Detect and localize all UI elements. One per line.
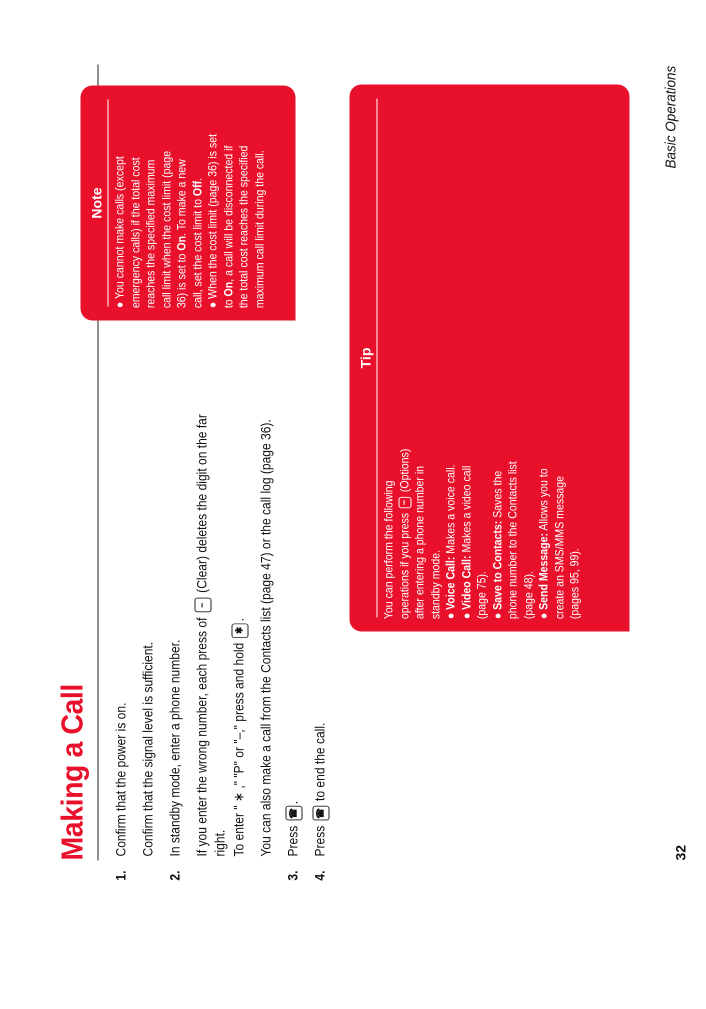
page-title: Making a Call — [54, 684, 89, 861]
end-key-icon: ☎ — [312, 806, 329, 821]
section-name: Basic Operations — [662, 65, 679, 169]
tip-line: standby mode. — [427, 549, 442, 620]
hold-text: To enter " ∗ ," "P" or "–," press and hold — [230, 642, 246, 857]
tip-line: (page 75). — [474, 571, 488, 620]
note-line: the total cost reaches the specified — [236, 145, 250, 309]
tip-line: after entering a phone number in — [412, 465, 426, 620]
tip-line: (page 48). — [520, 571, 535, 620]
step-4-number: 4. — [311, 870, 327, 881]
note-line: ● When the cost limit (page 36) is set — [205, 133, 219, 309]
note-line: maximum call limit during the call. — [251, 150, 266, 309]
clear-text-b: (Clear) deletes the digit on the far — [193, 414, 209, 593]
tip-line: operations if you press − (Options) — [396, 448, 411, 620]
step-2-detail-clear — [193, 414, 211, 856]
tip-box — [349, 85, 629, 632]
step-1-text: Confirm that the power is on. — [112, 702, 128, 857]
tip-heading: Tip — [357, 347, 373, 369]
note-line: 36) is set to On. To make a new — [174, 159, 188, 309]
send-key-icon: ☎ — [285, 806, 302, 821]
tip-line: ● Voice Call: Makes a voice call. — [443, 464, 457, 620]
note-divider — [107, 100, 108, 307]
tip-divider — [376, 99, 377, 618]
step-4-text-a: Press — [311, 825, 327, 857]
note-line: reaches the specified maximum — [143, 159, 157, 309]
tip-line: ● Save to Contacts: Saves the — [489, 470, 504, 620]
step-3: 3. Press ☎. — [284, 800, 300, 881]
note-line: call, set the cost limit to Off. — [189, 177, 204, 309]
note-line: call limit when the cost limit (page — [158, 150, 173, 309]
clear-key-icon: − — [194, 598, 211, 613]
tip-line: phone number to the Contacts list — [505, 461, 519, 620]
step-2-text: In standby mode, enter a phone number. — [166, 639, 182, 857]
step-3-text: Press — [284, 825, 300, 857]
options-key-icon: − — [398, 497, 411, 508]
step-2-detail-contacts: You can also make a call from the Contacts list (page 47) or the call log (page 36). — [257, 419, 273, 857]
page-number: 32 — [672, 844, 688, 861]
tip-line: ● Send Message: Allows you to — [536, 468, 550, 620]
step-2-number: 2. — [166, 870, 182, 881]
step-1-number: 1. — [112, 870, 128, 881]
note-box — [80, 86, 295, 321]
step-2 — [166, 639, 182, 881]
tip-text — [381, 79, 583, 632]
tip-line: You can perform the following — [381, 480, 395, 620]
step-4-text-b: to end the call. — [311, 722, 327, 801]
step-1 — [112, 702, 128, 881]
note-line: ● You cannot make calls (except — [112, 156, 126, 309]
clear-text-a: If you enter the wrong number, each press of — [193, 617, 209, 857]
note-line: to On, a call will be disconnected if — [220, 145, 235, 309]
step-4 — [311, 722, 329, 881]
step-1-detail: Confirm that the signal level is sufficient. — [139, 641, 155, 857]
tip-line: create an SMS/MMS message — [551, 475, 566, 620]
tip-line: ● Video Call: Makes a video call — [458, 465, 473, 620]
step-2-detail-hold: To enter " ∗ ," "P" or "–," press and hold ✱. — [230, 617, 246, 857]
note-heading: Note — [88, 187, 104, 219]
star-key-icon: ✱ — [231, 623, 248, 638]
note-line: emergency calls) if the total cost — [127, 157, 142, 309]
note-text — [112, 41, 267, 321]
step-3-number: 3. — [284, 870, 300, 881]
step-2-detail-clear-cont: right. — [211, 829, 227, 857]
tip-line: (pages 95, 99). — [567, 548, 581, 620]
